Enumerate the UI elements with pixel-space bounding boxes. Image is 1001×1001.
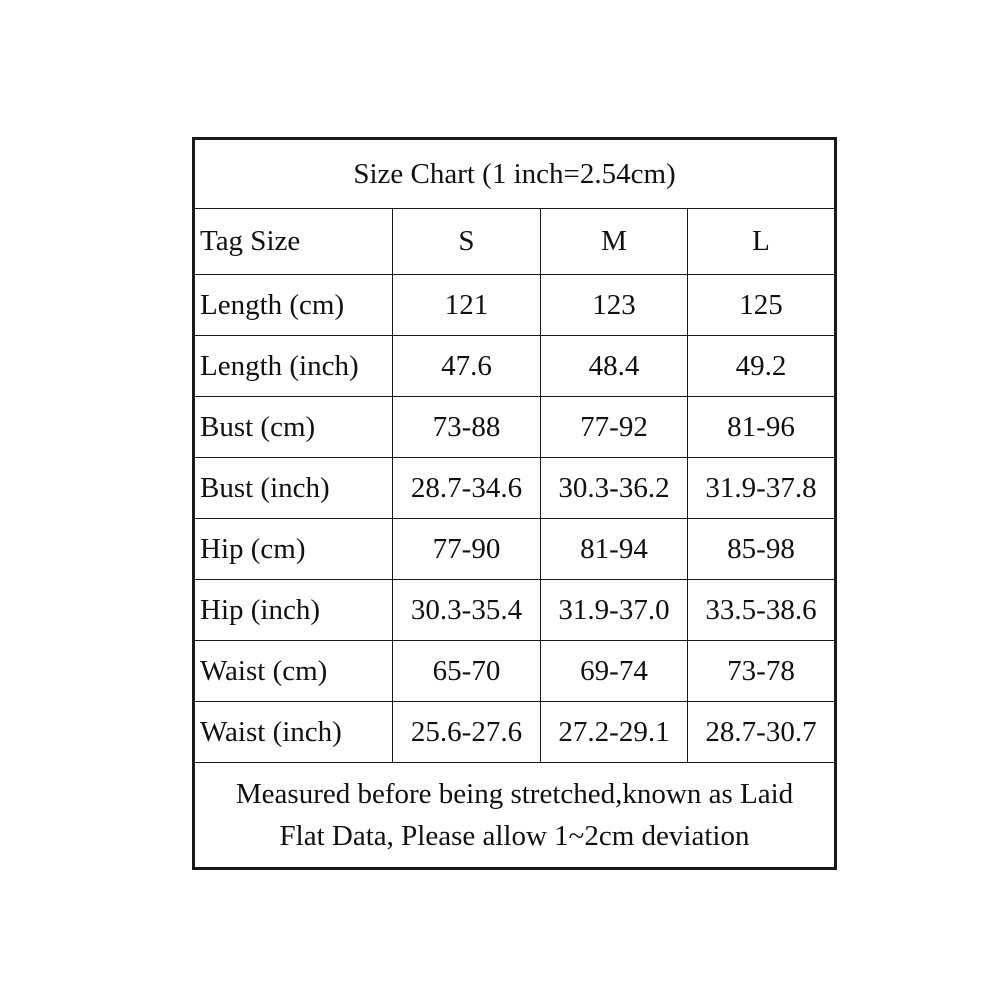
note-row [194,763,836,869]
table-cell: 28.7-30.7 [688,702,836,763]
header-size-m: M [541,209,688,275]
table-cell: 30.3-35.4 [393,580,541,641]
table-cell: 81-96 [688,397,836,458]
table-row [194,336,836,397]
table-cell: 73-78 [688,641,836,702]
table-cell: 33.5-38.6 [688,580,836,641]
table-cell: 65-70 [393,641,541,702]
row-label: Waist (cm) [194,641,393,702]
row-label: Length (cm) [194,275,393,336]
size-chart-body [194,139,836,869]
table-cell: 125 [688,275,836,336]
header-size-l: L [688,209,836,275]
header-row [194,209,836,275]
row-label: Hip (cm) [194,519,393,580]
table-cell: 73-88 [393,397,541,458]
table-cell: 69-74 [541,641,688,702]
note-line: Measured before being stretched,known as Laid [235,778,794,810]
table-cell: 25.6-27.6 [393,702,541,763]
row-label: Hip (inch) [194,580,393,641]
table-cell: 27.2-29.1 [541,702,688,763]
row-label: Bust (cm) [194,397,393,458]
table-row [194,275,836,336]
row-label: Bust (inch) [194,458,393,519]
table-row [194,397,836,458]
table-cell: 123 [541,275,688,336]
table-row [194,702,836,763]
size-chart-table [192,137,837,870]
table-cell: 28.7-34.6 [393,458,541,519]
table-row [194,641,836,702]
table-cell: 31.9-37.8 [688,458,836,519]
measurement-note [194,763,836,869]
chart-title: Size Chart (1 inch=2.54cm) [194,139,836,209]
table-cell: 48.4 [541,336,688,397]
note-line: Flat Data, Please allow 1~2cm deviation [279,820,750,852]
row-label: Waist (inch) [194,702,393,763]
table-row [194,519,836,580]
table-cell: 81-94 [541,519,688,580]
title-row [194,139,836,209]
table-cell: 30.3-36.2 [541,458,688,519]
table-cell: 49.2 [688,336,836,397]
table-cell: 85-98 [688,519,836,580]
table-cell: 47.6 [393,336,541,397]
table-cell: 77-90 [393,519,541,580]
row-label: Length (inch) [194,336,393,397]
table-cell: 77-92 [541,397,688,458]
table-row [194,580,836,641]
table-cell: 31.9-37.0 [541,580,688,641]
header-tag-size: Tag Size [194,209,393,275]
table-cell: 121 [393,275,541,336]
header-size-s: S [393,209,541,275]
table-row [194,458,836,519]
